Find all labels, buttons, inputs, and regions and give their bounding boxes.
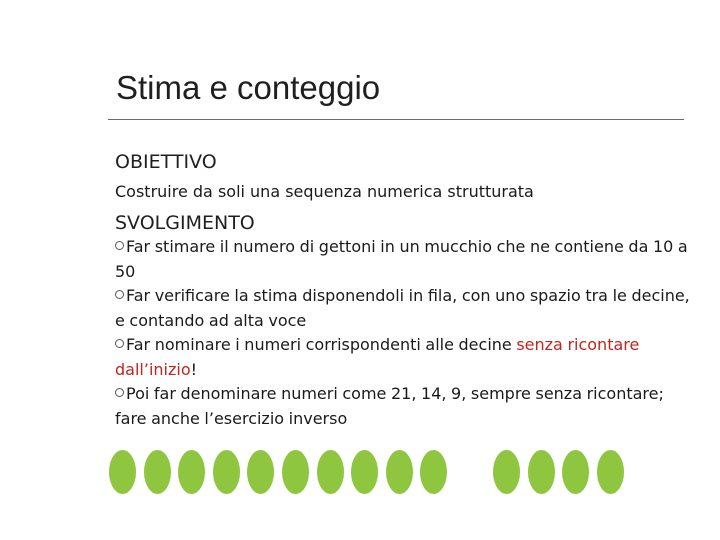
counter-row	[0, 450, 720, 495]
objective-text: Costruire da soli una sequenza numerica strutturata	[115, 182, 534, 201]
slide-body	[115, 150, 690, 431]
counter-token	[144, 450, 171, 494]
counter-token	[528, 450, 555, 494]
counter-token	[109, 450, 136, 494]
bullet-text: Far nominare i numeri corrispondenti alle decine	[126, 335, 517, 354]
slide-title: Stima e conteggio	[116, 69, 381, 106]
counter-token	[317, 450, 344, 494]
bullet-item	[115, 235, 690, 284]
bullet-item	[115, 333, 690, 382]
title-divider	[108, 119, 684, 120]
counter-token	[247, 450, 274, 494]
counter-token	[178, 450, 205, 494]
counter-token	[597, 450, 624, 494]
counter-token	[562, 450, 589, 494]
bullet-text: Poi far denominare numeri come 21, 14, 9, sempre senza ricontare; fare anche l’esercizio inverso	[115, 384, 664, 428]
counter-token	[282, 450, 309, 494]
bullet-item	[115, 382, 690, 431]
bullet-text: Far verificare la stima disponendoli in fila, con uno spazio tra le decine, e contando ad alta voce	[115, 286, 690, 330]
objective-heading: OBIETTIVO	[115, 151, 217, 173]
bullet-text-end: !	[190, 359, 198, 379]
bullet-text: Far stimare il numero di gettoni in un mucchio che ne contiene da 10 a 50	[115, 237, 688, 281]
counter-token	[351, 450, 378, 494]
circle-bullet-icon	[115, 388, 124, 397]
procedure-heading: SVOLGIMENTO	[115, 212, 255, 234]
counter-token	[213, 450, 240, 494]
bullet-item	[115, 284, 690, 333]
highlighted-text: senza ricontare dall’inizio	[115, 335, 640, 379]
counter-token	[420, 450, 447, 494]
circle-bullet-icon	[115, 339, 124, 348]
circle-bullet-icon	[115, 241, 124, 250]
counter-token	[493, 450, 520, 494]
circle-bullet-icon	[115, 290, 124, 299]
counter-token	[386, 450, 413, 494]
